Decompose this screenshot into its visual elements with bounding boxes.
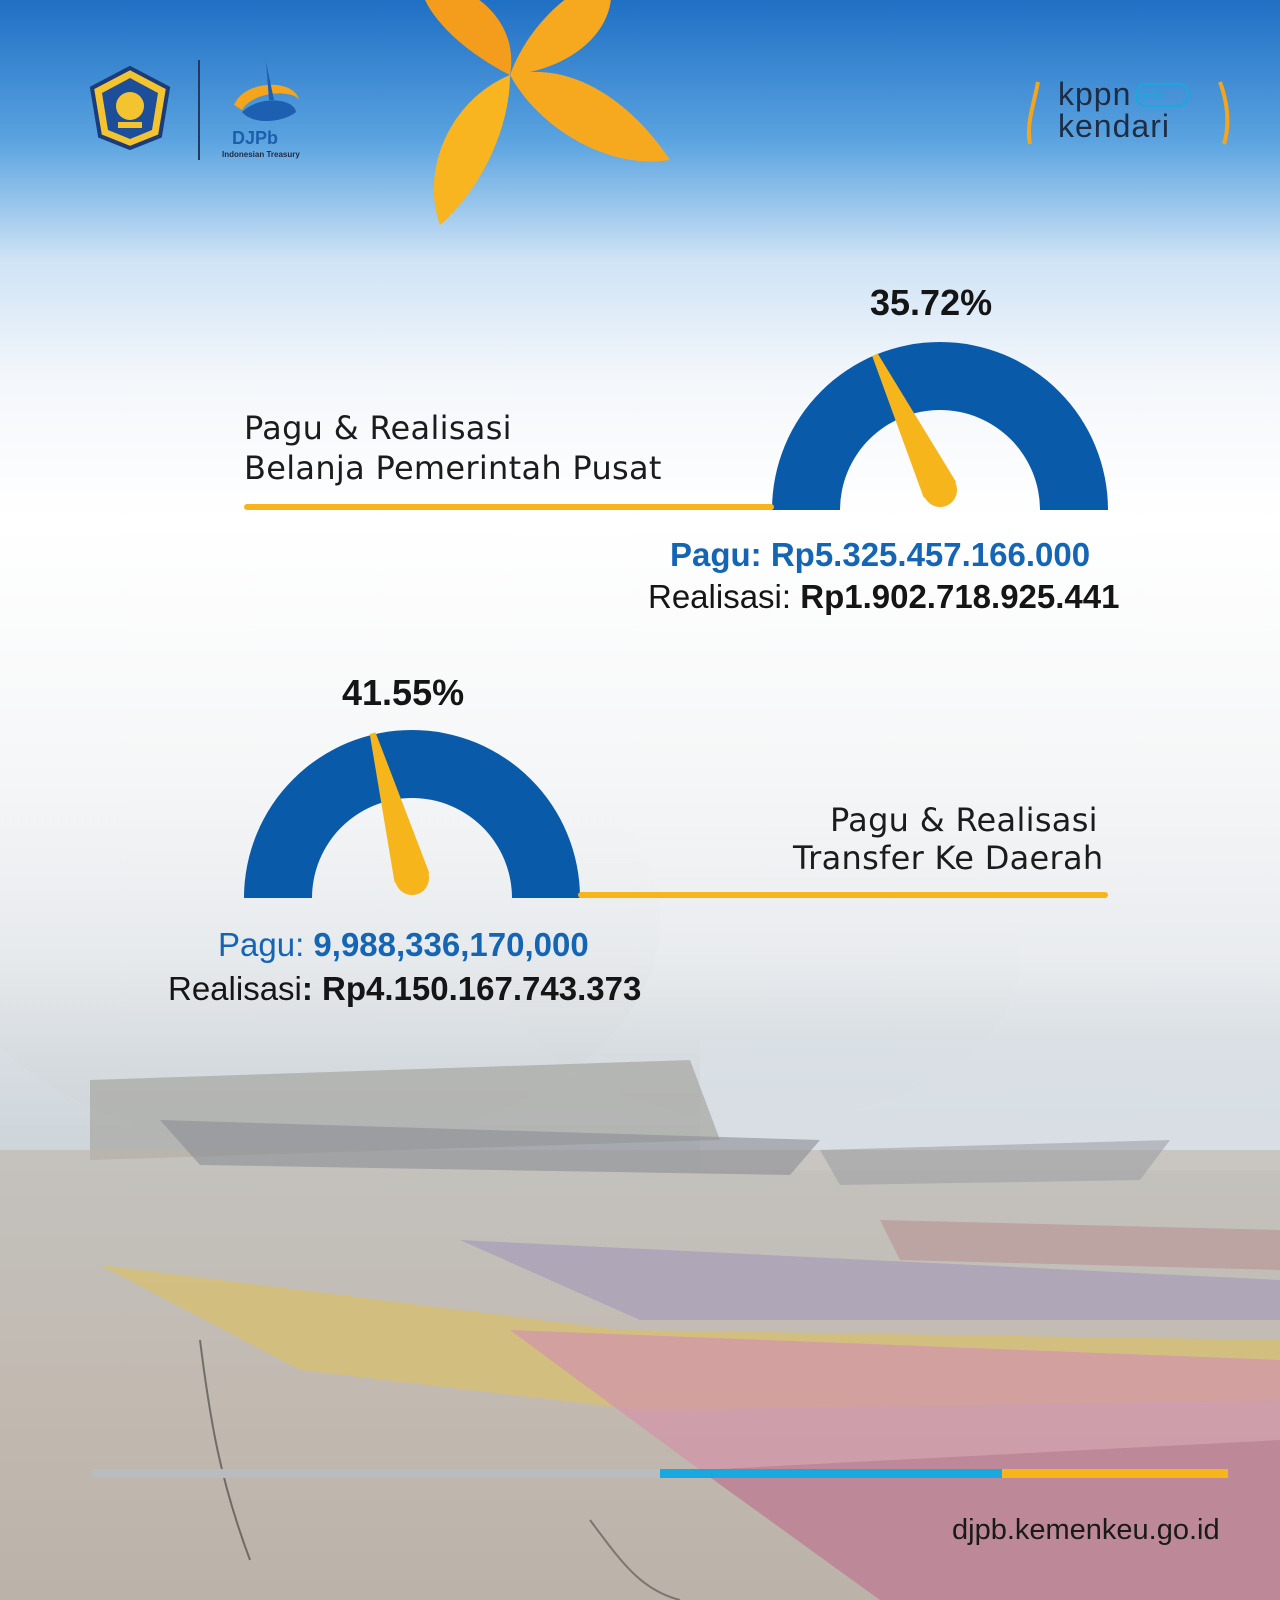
gauge-daerah-pagu-value: 9,988,336,170,000 — [313, 926, 589, 963]
gauge-pusat-percent: 35.72% — [870, 282, 993, 323]
gauge-pusat-title-line1: Pagu & Realisasi — [244, 409, 512, 447]
gauge-daerah-pagu-label: Pagu: — [218, 926, 314, 963]
footer-bar-yellow — [1002, 1469, 1228, 1478]
kppn-logo-line1: kppn — [1058, 76, 1132, 112]
footer-website-link[interactable]: djpb.kemenkeu.go.id — [952, 1514, 1220, 1546]
gauge-pusat-pagu-label: Pagu: — [670, 536, 771, 573]
footer-bar-cyan — [660, 1469, 1002, 1478]
orange-flower-decoration — [380, 0, 680, 230]
gauge-pusat — [770, 340, 1110, 520]
footer-bar-gray — [92, 1469, 660, 1478]
gauge-pusat-realisasi — [648, 578, 1120, 616]
gauge-daerah-pagu — [218, 926, 589, 964]
gauge-daerah-realisasi-value: : Rp4.150.167.743.373 — [301, 970, 642, 1007]
gauge-daerah-title-line2: Transfer Ke Daerah — [793, 839, 1104, 877]
gauge-daerah-percent: 41.55% — [342, 672, 465, 713]
gauge-daerah — [242, 728, 582, 908]
logo-divider — [198, 60, 200, 160]
djpb-logo-text: DJPb — [232, 128, 279, 148]
gauge-pusat-realisasi-label: Realisasi: — [648, 578, 801, 615]
gauge-daerah-title-line1: Pagu & Realisasi — [830, 801, 1098, 839]
gauge-daerah-underline — [578, 892, 1108, 898]
gauge-pusat-pagu — [670, 536, 1090, 574]
gauge-pusat-pagu-value: Rp5.325.457.166.000 — [770, 536, 1091, 573]
gauge-daerah-realisasi-label: Realisasi — [168, 970, 302, 1007]
gauge-pusat-realisasi-value: Rp1.902.718.925.441 — [800, 578, 1120, 615]
gauge-pusat-underline — [244, 504, 774, 510]
djpb-logo-subtext: Indonesian Treasury — [222, 150, 300, 159]
gauge-daerah-realisasi — [168, 970, 641, 1008]
kppn-logo-badge: inTe — [1140, 88, 1164, 102]
treasury-emblem-logo — [88, 66, 172, 150]
gauge-pusat-title-line2: Belanja Pemerintah Pusat — [244, 449, 662, 487]
kppn-logo-line2: kendari — [1058, 108, 1170, 144]
